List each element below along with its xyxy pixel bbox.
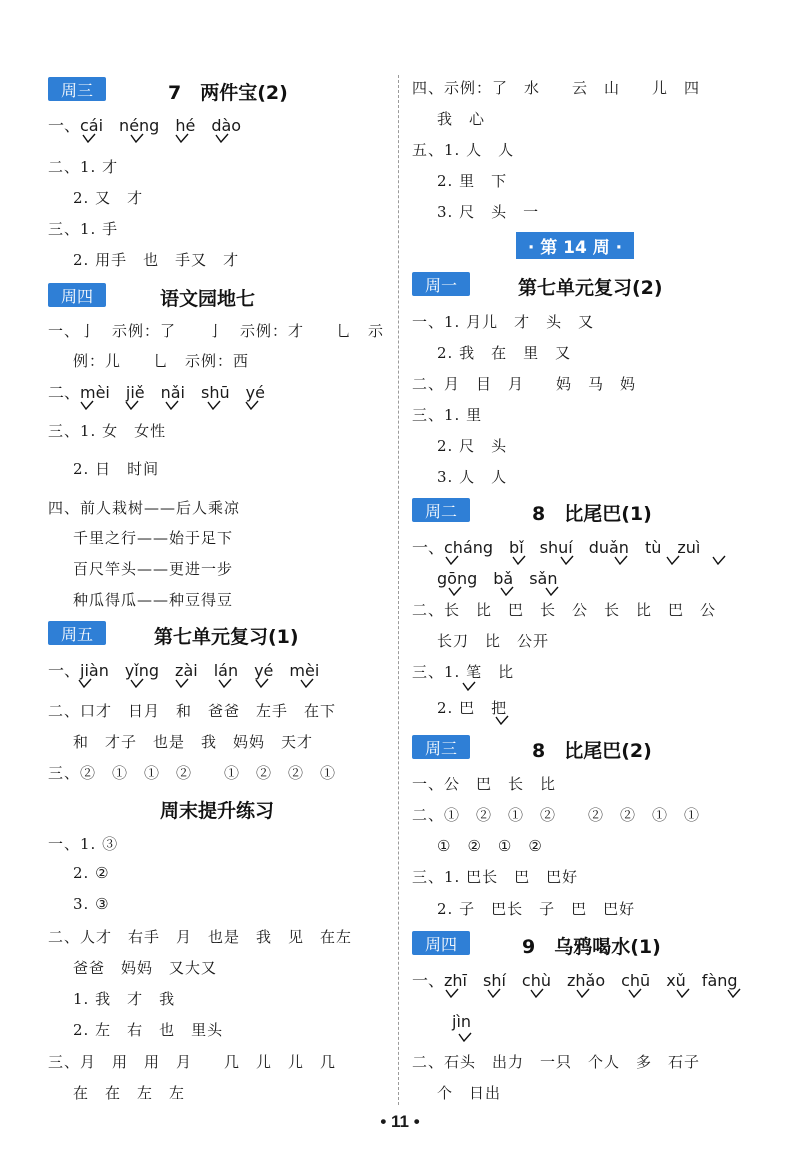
day-badge-tuesday: 周二 (412, 498, 470, 522)
check-mark-icon (82, 133, 96, 143)
answer-line: ① ② ① ② (437, 837, 543, 855)
answer-line: 例：儿 乚 示例：西 (73, 352, 250, 370)
day-badge-thursday: 周四 (412, 931, 470, 955)
answer-line: jìn (452, 1012, 472, 1031)
answer-line: 一、1. ③ (48, 835, 119, 853)
check-mark-icon (500, 586, 514, 596)
answer-line: 3. ③ (73, 895, 110, 913)
answer-line: 五、1. 人 人 (412, 141, 515, 159)
answer-line: 2. 尺 头 (437, 437, 508, 455)
answer-line: 和 才子 也是 我 妈妈 天才 (73, 733, 314, 751)
answer-line: 三、1. 巴长 巴 巴好 (412, 868, 579, 886)
answer-line: 二、月 目 月 妈 马 妈 (412, 375, 637, 393)
answer-line: 千里之行——始于足下 (73, 529, 234, 547)
section-title: 第七单元复习(1) (154, 626, 299, 648)
day-badge-wednesday: 周三 (412, 735, 470, 759)
day-badge-wednesday: 周三 (48, 77, 106, 101)
check-mark-icon (245, 400, 259, 410)
check-mark-icon (666, 555, 680, 565)
answer-line: 一、亅 示例：了 亅 示例：才 乚 示 (48, 322, 385, 340)
column-divider (398, 75, 399, 1105)
check-mark-icon (80, 400, 94, 410)
answer-line: 三、② ① ① ② ① ② ② ① (48, 764, 337, 782)
day-badge-friday: 周五 (48, 621, 106, 645)
check-mark-icon (560, 555, 574, 565)
check-mark-icon (628, 988, 642, 998)
check-mark-icon (445, 988, 459, 998)
check-mark-icon (448, 586, 462, 596)
answer-line: 三、1. 手 (48, 220, 119, 238)
check-mark-icon (130, 133, 144, 143)
answer-line: 三、1. 里 (412, 406, 483, 424)
section-title: 周末提升练习 (160, 800, 275, 822)
answer-line: 四、前人栽树——后人乘凉 (48, 499, 241, 517)
answer-line: 一、cháng bǐ shuí duǎn tù zuì (412, 538, 701, 557)
check-mark-icon (125, 400, 139, 410)
check-mark-icon (458, 1032, 472, 1042)
check-mark-icon (78, 678, 92, 688)
check-mark-icon (175, 133, 189, 143)
check-mark-icon (495, 715, 509, 725)
answer-line: 2. 又 才 (73, 189, 144, 207)
answer-line: 二、口才 日月 和 爸爸 左手 在下 (48, 702, 337, 720)
section-title: 8 比尾巴(2) (532, 740, 652, 762)
answer-line: 2. ② (73, 864, 110, 882)
answer-line: 1. 我 才 我 (73, 990, 176, 1008)
answer-line: 个 日出 (437, 1084, 502, 1102)
check-mark-icon (512, 555, 526, 565)
answer-line: 3. 尺 头 一 (437, 203, 540, 221)
section-title: 9 乌鸦喝水(1) (522, 936, 661, 958)
check-mark-icon (207, 400, 221, 410)
answer-line: 一、cái néng hé dào (48, 116, 242, 135)
check-mark-icon (215, 133, 229, 143)
answer-line: 2. 巴 把 (437, 699, 508, 717)
answer-line: 三、月 用 用 月 几 儿 儿 几 (48, 1053, 337, 1071)
answer-line: 一、zhī shí chù zhǎo chū xǔ fàng (412, 971, 738, 990)
check-mark-icon (300, 678, 314, 688)
week-banner: · 第 14 周 · (516, 232, 634, 259)
answer-line: 一、1. 月儿 才 头 又 (412, 313, 595, 331)
check-mark-icon (175, 678, 189, 688)
answer-line: 三、1. 女 女性 (48, 422, 167, 440)
check-mark-icon (545, 586, 559, 596)
check-mark-icon (218, 678, 232, 688)
answer-line: 二、长 比 巴 长 公 长 比 巴 公 (412, 601, 717, 619)
answer-line: gōng bǎ sǎn (437, 569, 558, 588)
answer-line: 二、人才 右手 月 也是 我 见 在左 (48, 928, 353, 946)
answer-line: 二、1. 才 (48, 158, 119, 176)
answer-line: 二、石头 出力 一只 个人 多 石子 (412, 1053, 701, 1071)
day-badge-monday: 周一 (412, 272, 470, 296)
check-mark-icon (165, 400, 179, 410)
check-mark-icon (487, 988, 501, 998)
check-mark-icon (530, 988, 544, 998)
answer-line: 百尺竿头——更进一步 (73, 560, 234, 578)
check-mark-icon (712, 555, 726, 565)
answer-line: 2. 我 在 里 又 (437, 344, 572, 362)
answer-line: 在 在 左 左 (73, 1084, 186, 1102)
answer-line: 四、示例：了 水 云 山 儿 四 (412, 79, 701, 97)
check-mark-icon (727, 988, 741, 998)
check-mark-icon (445, 555, 459, 565)
check-mark-icon (255, 678, 269, 688)
answer-line: 三、1. 笔 比 (412, 663, 515, 681)
section-title: 第七单元复习(2) (518, 277, 663, 299)
section-title: 语文园地七 (160, 288, 256, 310)
answer-line: 2. 左 右 也 里头 (73, 1021, 224, 1039)
check-mark-icon (676, 988, 690, 998)
answer-line: 2. 日 时间 (73, 460, 160, 478)
answer-line: 种瓜得瓜——种豆得豆 (73, 591, 234, 609)
answer-line: 3. 人 人 (437, 468, 508, 486)
answer-line: 2. 里 下 (437, 172, 508, 190)
answer-line: 2. 用手 也 手又 才 (73, 251, 240, 269)
answer-line: 一、jiàn yǐng zài lán yé mèi (48, 661, 320, 680)
check-mark-icon (130, 678, 144, 688)
answer-line: 爸爸 妈妈 又大又 (73, 959, 218, 977)
answer-line: 二、① ② ① ② ② ② ① ① (412, 806, 701, 824)
answer-line: 2. 子 巴长 子 巴 巴好 (437, 900, 636, 918)
check-mark-icon (462, 681, 476, 691)
answer-line: 长刀 比 公开 (437, 632, 550, 650)
check-mark-icon (614, 555, 628, 565)
answer-line: 二、mèi jiě nǎi shū yé (48, 383, 265, 402)
page-number: • 11 • (380, 1112, 420, 1131)
answer-line: 一、公 巴 长 比 (412, 775, 557, 793)
section-title: 8 比尾巴(1) (532, 503, 652, 525)
answer-line: 我 心 (437, 110, 486, 128)
section-title: 7 两件宝(2) (168, 82, 288, 104)
check-mark-icon (576, 988, 590, 998)
day-badge-thursday: 周四 (48, 283, 106, 307)
